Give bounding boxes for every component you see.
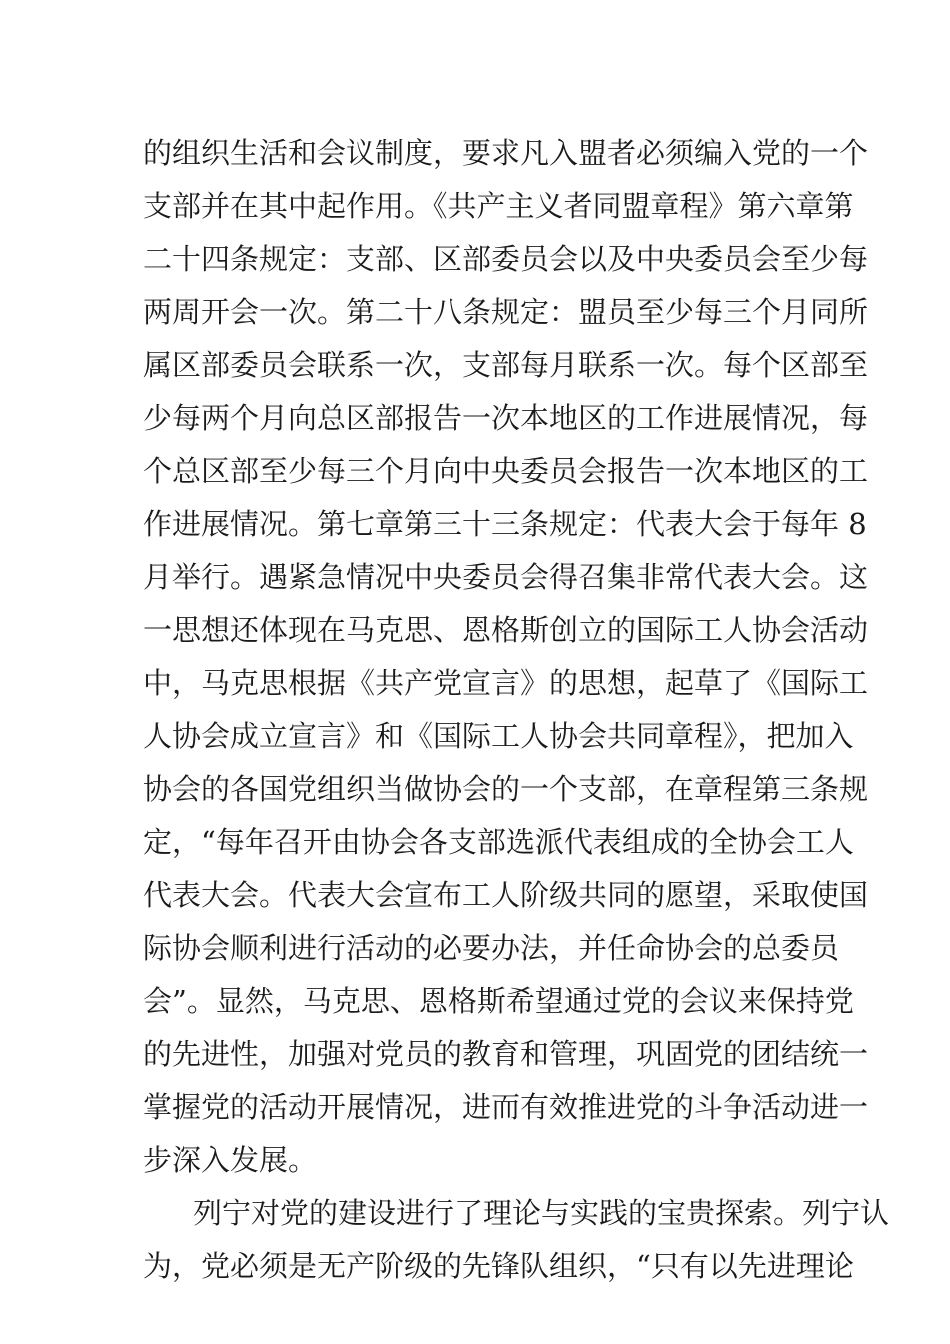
text-line: 支部并在其中起作用。《共产主义者同盟章程》第六章第 — [143, 189, 854, 223]
text-line: 步深入发展。 — [143, 1143, 318, 1177]
paragraph-2 — [143, 1187, 890, 1293]
text-line: 代表大会。代表大会宣布工人阶级共同的愿望，采取使国 — [143, 878, 869, 912]
text-line: 协会的各国党组织当做协会的一个支部，在章程第三条规 — [143, 772, 869, 806]
text-line: 属区部委员会联系一次，支部每月联系一次。每个区部至 — [143, 348, 869, 382]
text-line: 两周开会一次。第二十八条规定：盟员至少每三个月同所 — [143, 295, 869, 329]
text-line: 为，党必须是无产阶级的先锋队组织，“只有以先进理论 — [143, 1249, 854, 1283]
text-line: 一思想还体现在马克思、恩格斯创立的国际工人协会活动 — [143, 613, 869, 647]
text-line: 二十四条规定：支部、区部委员会以及中央委员会至少每 — [143, 242, 869, 276]
text-line: 的组织生活和会议制度，要求凡入盟者必须编入党的一个 — [143, 136, 869, 170]
text-line: 的先进性，加强对党员的教育和管理，巩固党的团结统一 — [143, 1037, 869, 1071]
text-line: 列宁对党的建设进行了理论与实践的宝贵探索。列宁认 — [193, 1196, 890, 1230]
paragraph-1 — [143, 127, 869, 1187]
text-line: 人协会成立宣言》和《国际工人协会共同章程》，把加入 — [143, 719, 854, 753]
text-line: 际协会顺利进行活动的必要办法，并任命协会的总委员 — [143, 931, 840, 965]
text-line: 作进展情况。第七章第三十三条规定：代表大会于每年 8 — [143, 507, 867, 541]
text-line: 少每两个月向总区部报告一次本地区的工作进展情况，每 — [143, 401, 869, 435]
text-line: 定，“每年召开由协会各支部选派代表组成的全协会工人 — [143, 825, 854, 859]
text-line: 掌握党的活动开展情况，进而有效推进党的斗争活动进一 — [143, 1090, 869, 1124]
text-line: 月举行。遇紧急情况中央委员会得召集非常代表大会。这 — [143, 560, 869, 594]
text-line: 中，马克思根据《共产党宣言》的思想，起草了《国际工 — [143, 666, 869, 700]
text-line: 会”。显然，马克思、恩格斯希望通过党的会议来保持党 — [143, 984, 854, 1018]
text-line: 个总区部至少每三个月向中央委员会报告一次本地区的工 — [143, 454, 869, 488]
document-body — [143, 127, 890, 1293]
